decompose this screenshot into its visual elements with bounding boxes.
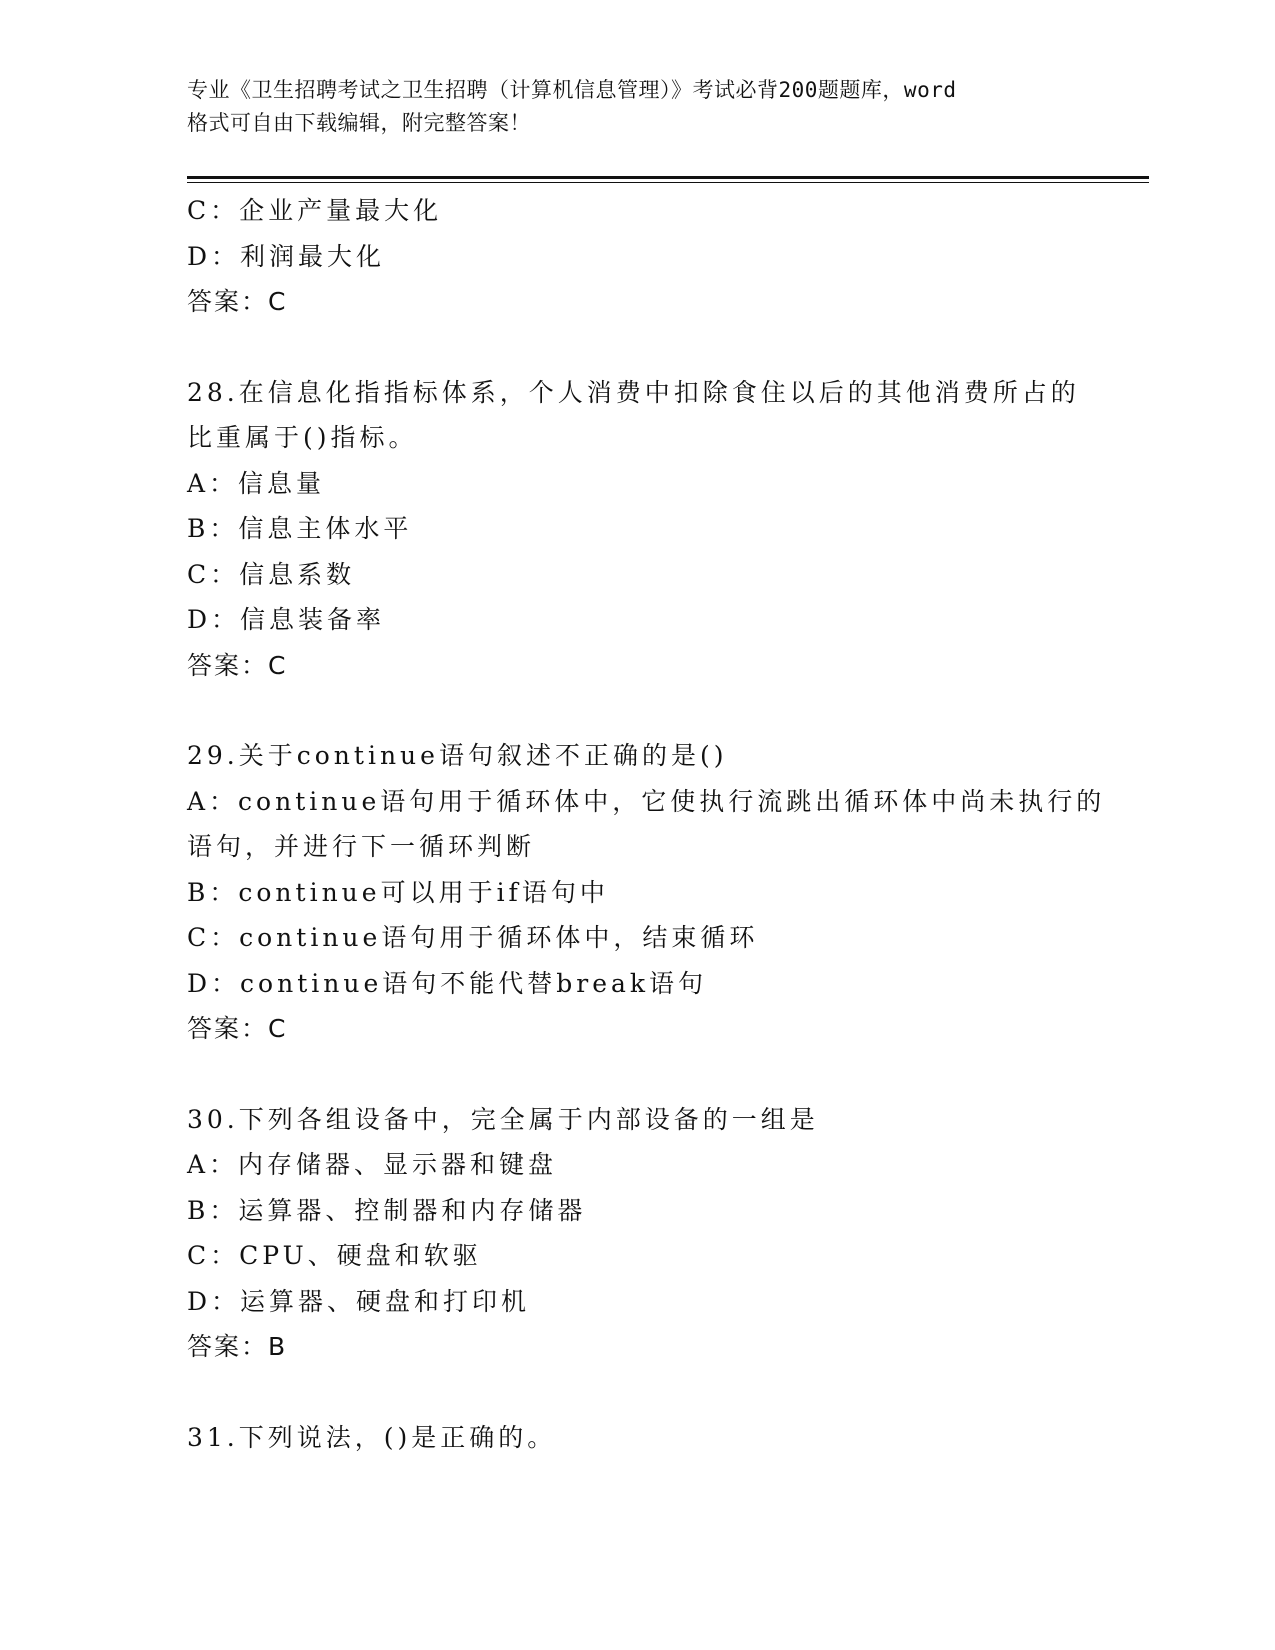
header-divider-thin xyxy=(187,182,1149,183)
question-30 xyxy=(187,1097,1137,1370)
option-a: A：信息量 xyxy=(187,468,326,498)
header-title-line-2: 格式可自由下载编辑，附完整答案！ xyxy=(187,111,531,135)
option-d: D：信息装备率 xyxy=(187,605,386,634)
question-27-tail xyxy=(187,188,1137,325)
answer: 答案：B xyxy=(187,1332,288,1361)
option-d: D：利润最大化 xyxy=(187,241,386,271)
option-a: A：内存储器、显示器和键盘 xyxy=(187,1150,558,1179)
answer: 答案：C xyxy=(187,287,288,316)
option-b: B：运算器、控制器和内存储器 xyxy=(187,1195,587,1225)
question-stem: 28.在信息化指指标体系，个人消费中扣除食住以后的其他消费所占的 xyxy=(187,377,1080,407)
answer: 答案：C xyxy=(187,650,288,680)
option-c: C：CPU、硬盘和软驱 xyxy=(187,1241,482,1270)
option-c: C：信息系数 xyxy=(187,559,356,589)
option-b: B：continue可以用于if语句中 xyxy=(187,877,609,907)
question-stem-cont: 比重属于()指标。 xyxy=(187,423,418,452)
question-31 xyxy=(187,1415,1137,1461)
question-stem: 29.关于continue语句叙述不正确的是() xyxy=(187,741,728,770)
option-a: A：continue语句用于循环体中，它使执行流跳出循环体中尚未执行的 xyxy=(187,786,1106,816)
option-c: C：企业产量最大化 xyxy=(187,196,443,225)
question-content xyxy=(187,188,1137,1460)
option-a-cont: 语句，并进行下一循环判断 xyxy=(187,832,536,861)
answer: 答案：C xyxy=(187,1014,288,1043)
option-d: D：运算器、硬盘和打印机 xyxy=(187,1286,531,1316)
question-29 xyxy=(187,733,1137,1052)
question-stem: 30.下列各组设备中，完全属于内部设备的一组是 xyxy=(187,1104,819,1134)
option-c: C：continue语句用于循环体中，结束循环 xyxy=(187,923,759,952)
option-d: D：continue语句不能代替break语句 xyxy=(187,968,708,998)
header-title-line-1: 专业《卫生招聘考试之卫生招聘（计算机信息管理）》考试必背200题题库，word xyxy=(187,78,957,102)
document-header xyxy=(187,74,1087,140)
option-b: B：信息主体水平 xyxy=(187,514,413,543)
question-stem: 31.下列说法，()是正确的。 xyxy=(187,1422,557,1452)
question-28 xyxy=(187,370,1137,689)
header-divider-thick xyxy=(187,176,1149,179)
